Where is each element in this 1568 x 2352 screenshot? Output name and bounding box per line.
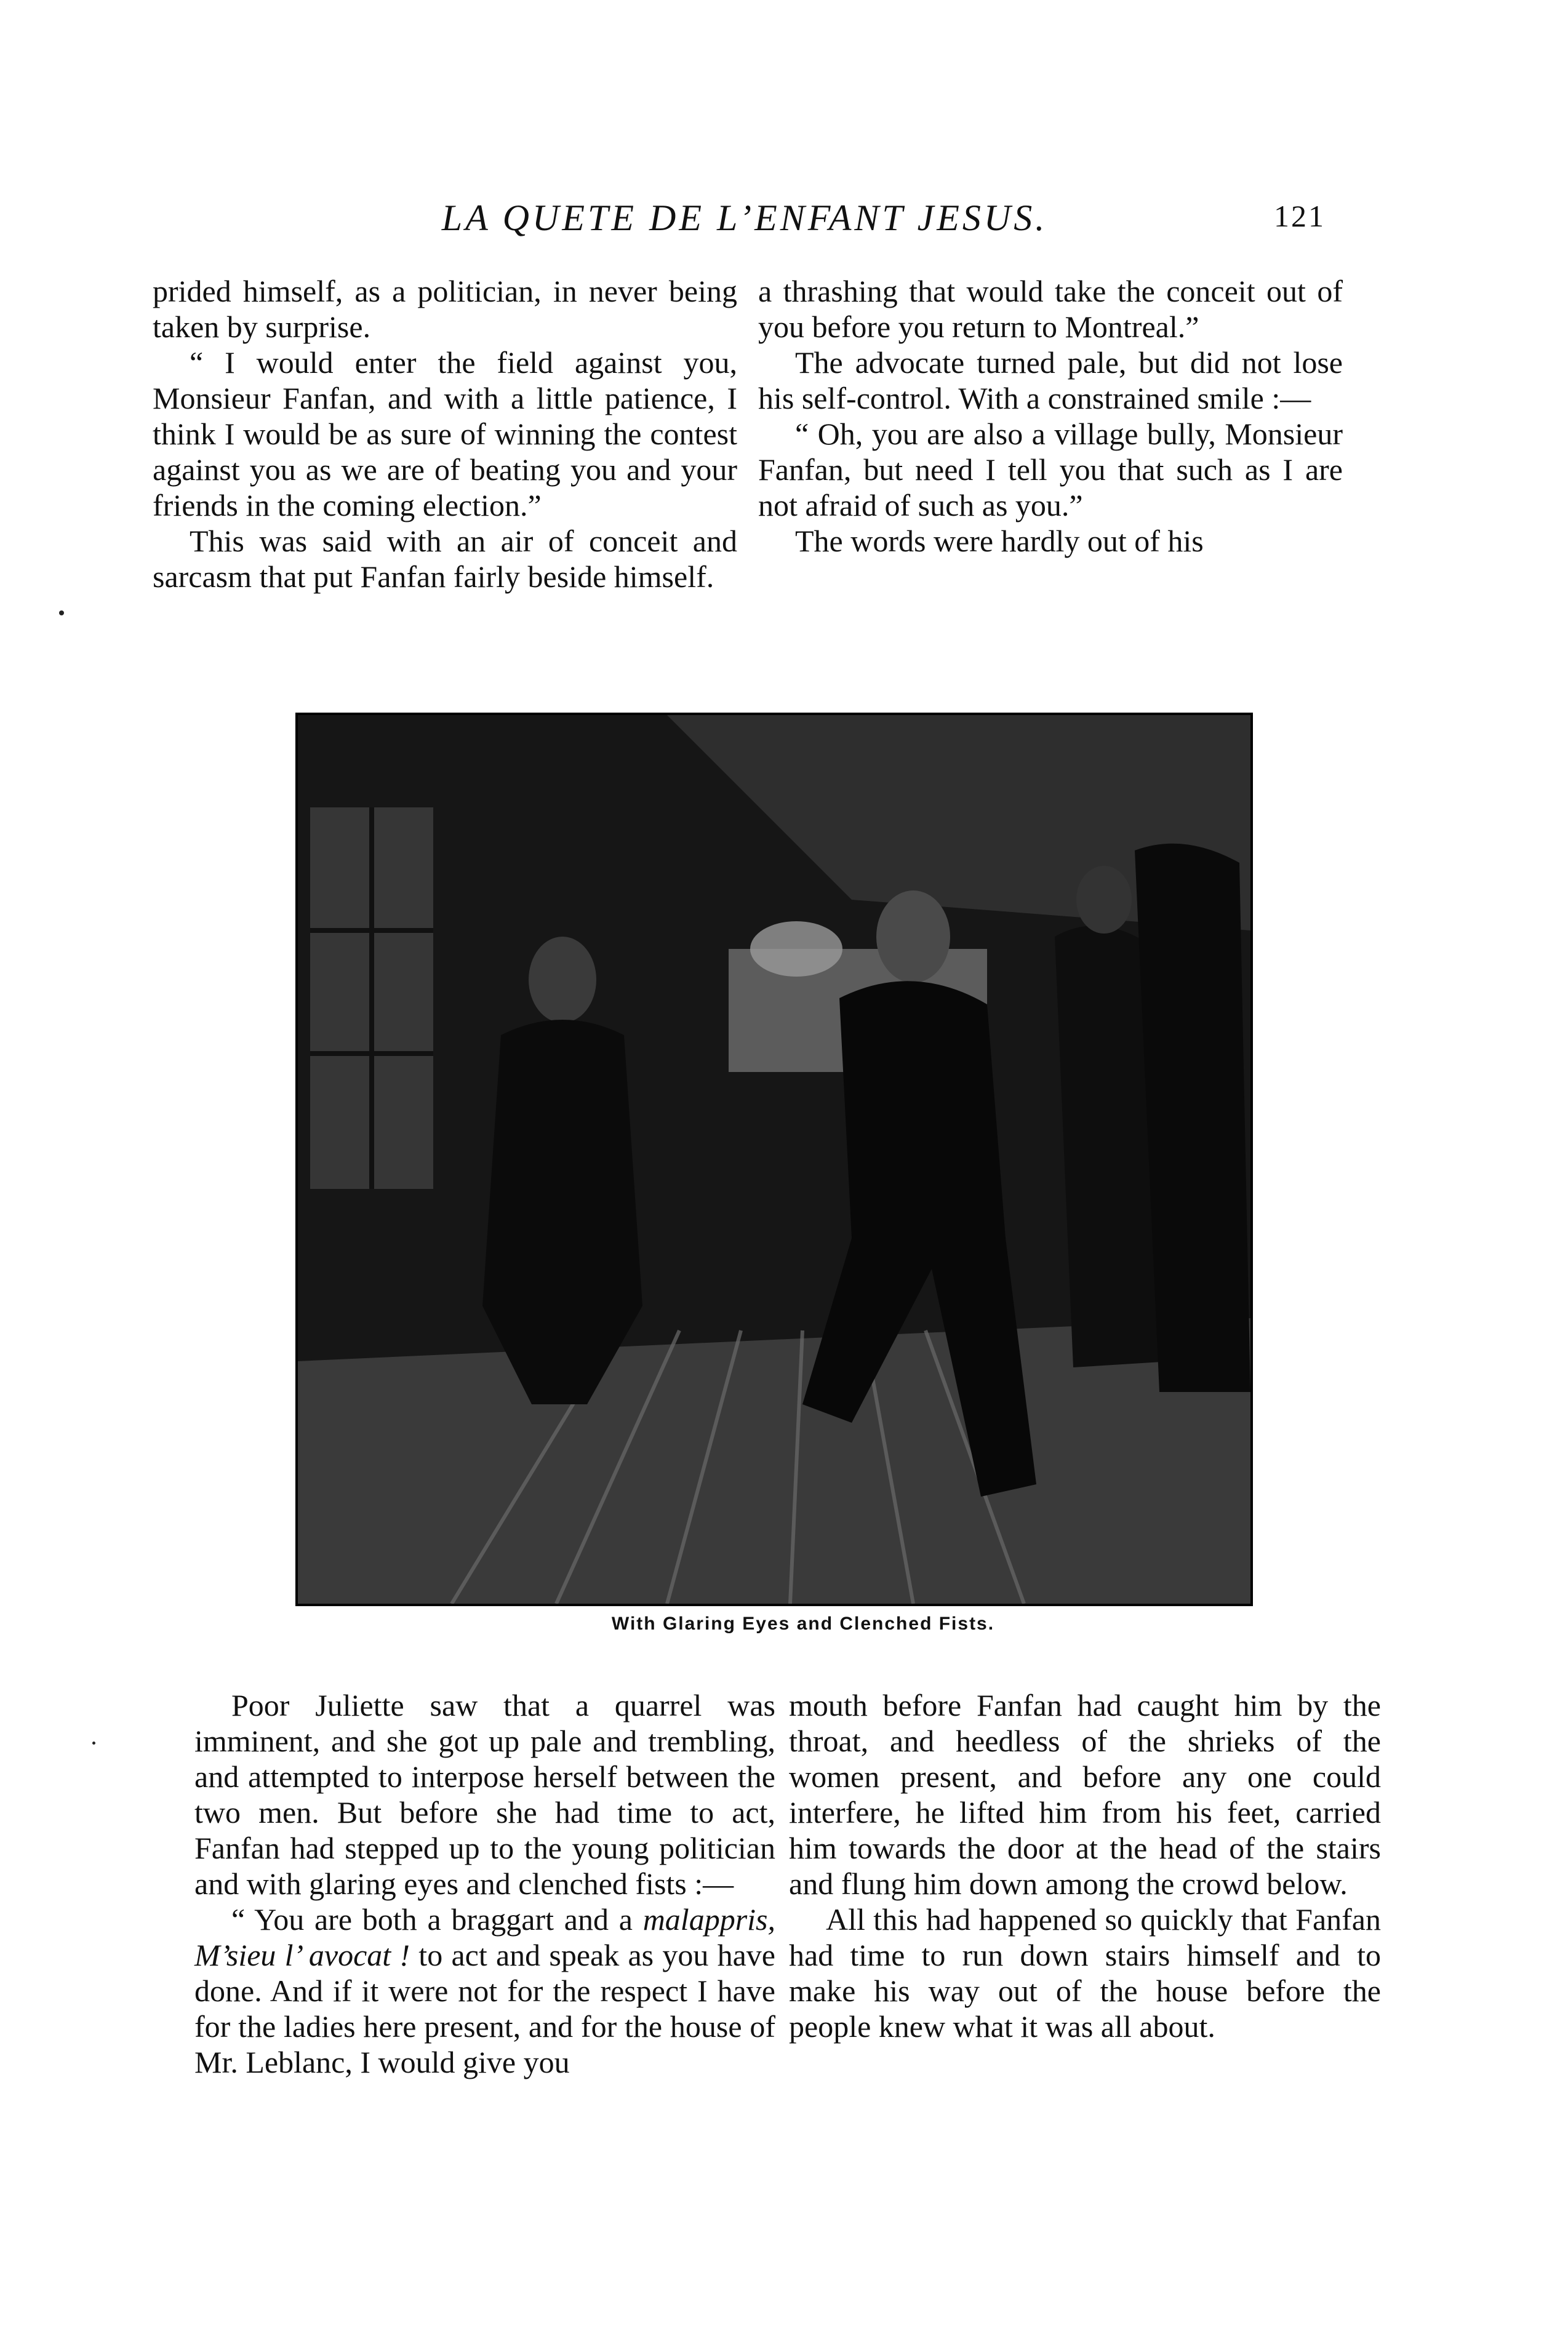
column-bottom-left xyxy=(194,1687,775,2080)
running-title: LA QUETE DE L’ENFANT JESUS. xyxy=(441,198,1048,238)
illustration xyxy=(295,713,1253,1606)
engraving-two-men-fighting-icon xyxy=(298,715,1250,1604)
page-number: 121 xyxy=(1274,199,1326,233)
dialogue-text: “ You are both a braggart and a xyxy=(231,1902,643,1937)
paragraph: a thrashing that would take the conceit out of you before you return to Montreal.” xyxy=(758,274,1343,344)
illustration-caption: With Glaring Eyes and Clenched Fists. xyxy=(611,1614,995,1634)
margin-speck xyxy=(59,610,64,615)
paragraph xyxy=(194,1902,775,2080)
column-bottom-right xyxy=(789,1687,1381,2044)
paragraph: This was said with an air of conceit and sarcasm that put Fanfan fairly beside himself. xyxy=(153,524,737,594)
paragraph: “ I would enter the field against you, Monsieur Fanfan, and with a little patience, I think I would be as sure of winning the contest against you as we are of beating you and your friends in the coming election.” xyxy=(153,345,737,522)
margin-speck xyxy=(92,1742,95,1745)
paragraph: All this had happened so quickly that Fanfan had time to run down stairs himself and to make his way out of the house before the people knew what it was all about. xyxy=(789,1902,1381,2044)
paragraph: “ Oh, you are also a village bully, Monsieur Fanfan, but need I tell you that such as I are not afraid of such as you.” xyxy=(758,417,1343,522)
dialogue-text: to act and speak as you have done. And if it were not for the respect I have for the ladies here present, and for the house of Mr. Leblanc, I would give you xyxy=(194,1938,775,2079)
paragraph: The advocate turned pale, but did not lose his self-control. With a constrained smile :— xyxy=(758,345,1343,415)
paragraph: mouth before Fanfan had caught him by the throat, and heedless of the shrieks of the women present, and before any one could interfere, he lifted him from his feet, carried him towards the door at the head of the stairs and flung him down among the crowd below. xyxy=(789,1688,1381,1901)
paragraph: prided himself, as a politician, in never being taken by surprise. xyxy=(153,274,737,344)
column-top-left xyxy=(153,273,737,594)
italic-phrase: malappris, M’sieu l’ avocat ! xyxy=(194,1902,775,1972)
paragraph: Poor Juliette saw that a quarrel was imminent, and she got up pale and trembling, and attempted to interpose herself between the two men. But before she had time to act, Fanfan had stepped up to the young politician and with glaring eyes and clenched fists :— xyxy=(194,1688,775,1901)
paragraph: The words were hardly out of his xyxy=(795,524,1204,558)
column-top-right xyxy=(758,273,1343,559)
